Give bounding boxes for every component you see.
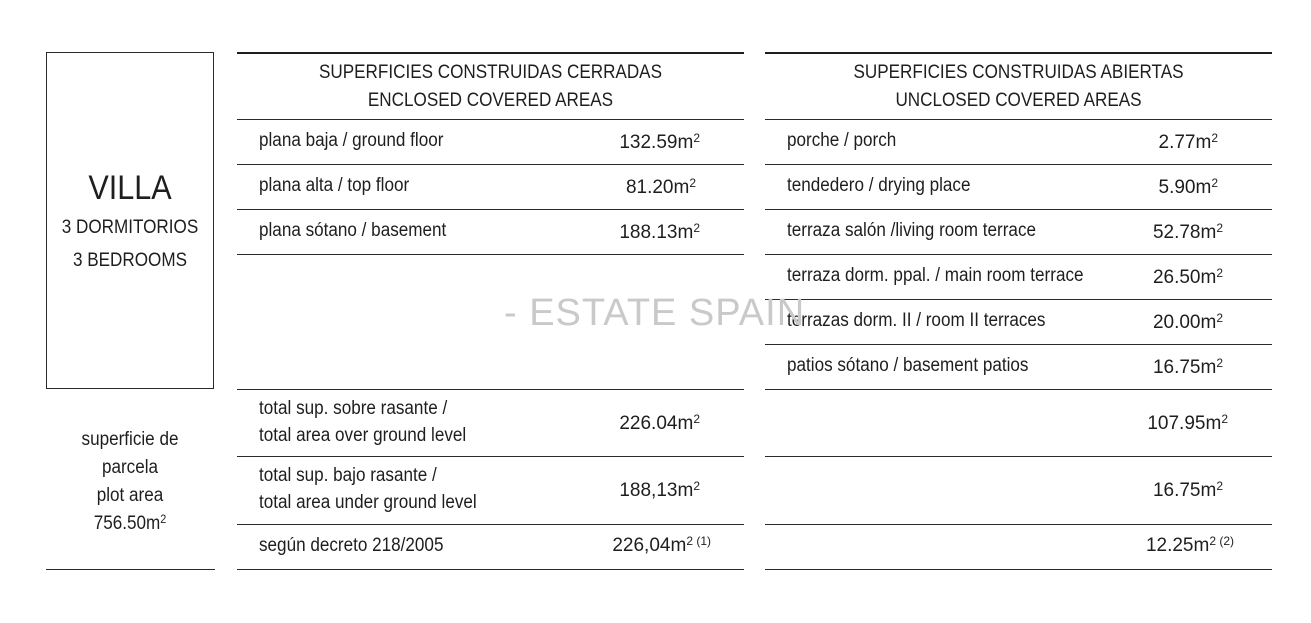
- unclosed-row-value: $52.78m^2$: [1152, 221, 1223, 243]
- unclosed-row-label: porche / porch: [787, 130, 897, 151]
- unclosed-row-value: $20.00m^2$: [1152, 311, 1223, 333]
- enclosed-total-label: total area over ground level: [259, 425, 467, 446]
- unclosed-rule: [765, 164, 1272, 165]
- villa-bedrooms-en: 3 BEDROOMS: [72, 250, 188, 271]
- villa-title: VILLA: [88, 169, 172, 207]
- enclosed-decree-value: $226,04m^{2 (1)}$: [612, 534, 711, 556]
- enclosed-row-label: plana baja / ground floor: [259, 130, 444, 151]
- unclosed-total-value: $107.95m^2$: [1147, 412, 1228, 434]
- enclosed-total-label: total sup. sobre rasante /: [259, 398, 448, 419]
- plot-label-es-1: superficie de: [81, 429, 179, 450]
- unclosed-rule: [765, 456, 1272, 457]
- enclosed-rule: [237, 254, 744, 255]
- enclosed-decree-label: según decreto 218/2005: [259, 535, 444, 556]
- unclosed-rule: [765, 389, 1272, 390]
- enclosed-row-value: $81.20m^2$: [625, 176, 696, 198]
- unclosed-row-label: terraza dorm. ppal. / main room terrace: [787, 265, 1084, 286]
- enclosed-header-en: ENCLOSED COVERED AREAS: [367, 90, 614, 111]
- unclosed-top-rule: [765, 52, 1272, 54]
- enclosed-rule: [237, 389, 744, 390]
- unclosed-rule: [765, 344, 1272, 345]
- enclosed-bottom-rule: [237, 569, 744, 570]
- enclosed-row-label: plana sótano / basement: [259, 220, 447, 241]
- enclosed-top-rule: [237, 52, 744, 54]
- unclosed-row-value: $5.90m^2$: [1158, 176, 1218, 198]
- enclosed-rule: [237, 209, 744, 210]
- unclosed-rule: [765, 209, 1272, 210]
- unclosed-rule: [765, 524, 1272, 525]
- unclosed-row-label: tendedero / drying place: [787, 175, 971, 196]
- unclosed-row-value: $26.50m^2$: [1152, 266, 1223, 288]
- enclosed-header-es: SUPERFICIES CONSTRUIDAS CERRADAS: [318, 62, 663, 83]
- enclosed-row-value: $132.59m^2$: [619, 131, 700, 153]
- unclosed-decree-value: $12.25m^{2 (2)}$: [1145, 534, 1234, 556]
- unclosed-total-value: $16.75m^2$: [1152, 479, 1223, 501]
- plot-label-es-2: parcela: [101, 457, 159, 478]
- plot-area-value: $756.50m^2$: [93, 512, 167, 534]
- enclosed-rule: [237, 524, 744, 525]
- unclosed-header-en: UNCLOSED COVERED AREAS: [895, 90, 1142, 111]
- villa-bedrooms-es: 3 DORMITORIOS: [61, 217, 199, 238]
- unclosed-row-label: terrazas dorm. II / room II terraces: [787, 310, 1046, 331]
- unclosed-row-label: patios sótano / basement patios: [787, 355, 1029, 376]
- enclosed-rule: [237, 164, 744, 165]
- unclosed-row-label: terraza salón /living room terrace: [787, 220, 1037, 241]
- unclosed-bottom-rule: [765, 569, 1272, 570]
- plot-bottom-rule: [46, 569, 215, 570]
- unclosed-row-value: $2.77m^2$: [1158, 131, 1218, 153]
- enclosed-total-value: $226.04m^2$: [619, 412, 700, 434]
- watermark: - ESTATE SPAIN: [504, 292, 806, 334]
- unclosed-row-value: $16.75m^2$: [1152, 356, 1223, 378]
- enclosed-row-label: plana alta / top floor: [259, 175, 410, 196]
- plot-label-en: plot area: [96, 485, 164, 506]
- unclosed-rule: [765, 299, 1272, 300]
- enclosed-total-label: total area under ground level: [259, 492, 477, 513]
- enclosed-total-value: $188,13m^2$: [619, 479, 700, 501]
- enclosed-total-label: total sup. bajo rasante /: [259, 465, 437, 486]
- enclosed-rule: [237, 456, 744, 457]
- enclosed-rule: [237, 119, 744, 120]
- enclosed-row-value: $188.13m^2$: [619, 221, 700, 243]
- unclosed-header-es: SUPERFICIES CONSTRUIDAS ABIERTAS: [853, 62, 1184, 83]
- unclosed-rule: [765, 254, 1272, 255]
- unclosed-rule: [765, 119, 1272, 120]
